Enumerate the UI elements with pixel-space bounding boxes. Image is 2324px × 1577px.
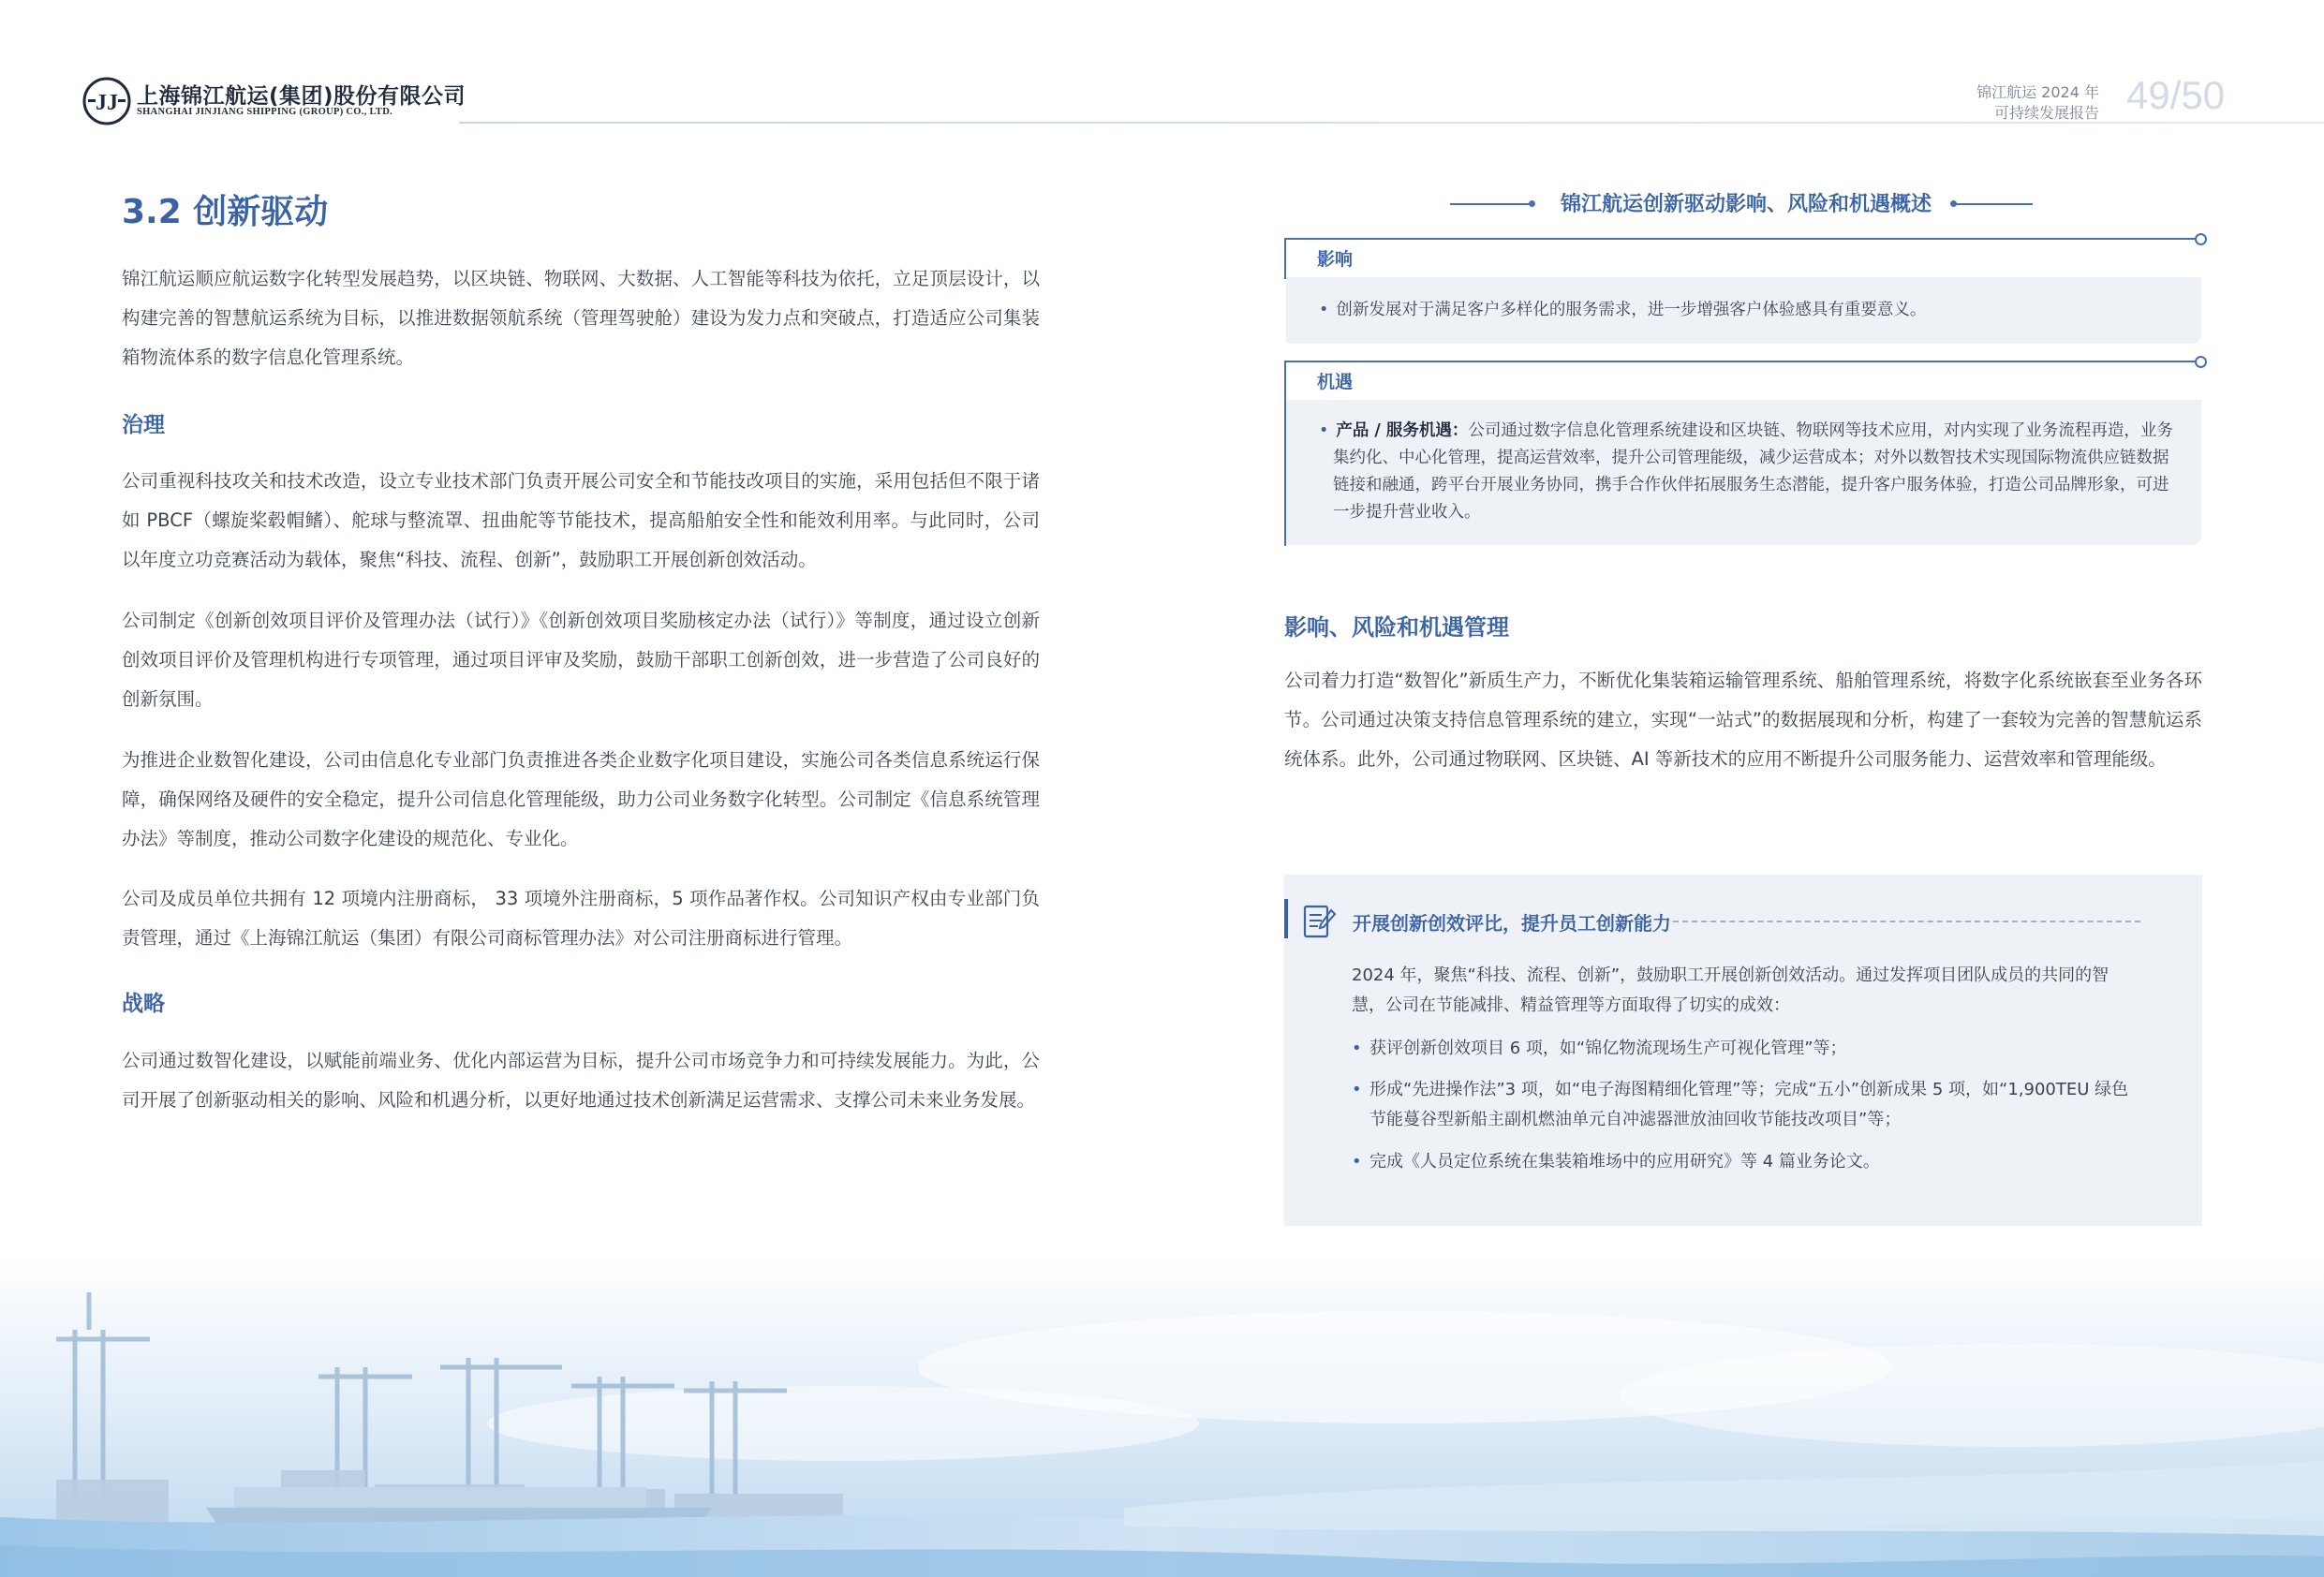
highlight-bullet: •	[1352, 1039, 1362, 1058]
highlight-item-text: 获评创新创效项目 6 项，如“锦亿物流现场生产可视化管理”等；	[1369, 1039, 1847, 1058]
highlight-title: 开展创新创效评比，提升员工创新能力	[1353, 912, 1671, 935]
impact-item	[1319, 297, 2177, 324]
overview-title-dot-left	[1529, 200, 1535, 207]
document-edit-icon	[1303, 903, 1337, 940]
opportunity-text: 公司通过数字信息化管理系统建设和区块链、物联网等技术应用，对内实现了业务流程再造，业务集约化、中心化管理，提高运营效率，提升公司管理能级，减少运营成本；对外以数智技术实现国际物流供应链数据链接和融通，跨平台开展业务协同，携手合作伙伴拓展服务生态潜能，提升客户服务体验，打造公司品牌形象，可进一步提升营业收入。	[1333, 421, 2173, 522]
opportunity-bold-label: 产品 / 服务机遇：	[1336, 421, 1469, 440]
strategy-heading: 战略	[122, 992, 165, 1016]
impact-top-rule	[1284, 238, 2198, 240]
highlight-list-item	[1352, 1034, 2142, 1064]
company-name-cn: 上海锦江航运(集团)股份有限公司	[137, 84, 466, 109]
page-number: 49/50	[2126, 73, 2226, 117]
overview-title-bar	[1450, 188, 2033, 218]
opportunity-label: 机遇	[1317, 372, 1354, 392]
impact-box	[1286, 277, 2201, 344]
impact-text: 创新发展对于满足客户多样化的服务需求，进一步增强客户体验感具有重要意义。	[1336, 301, 1927, 319]
highlight-list-item	[1352, 1147, 2142, 1177]
opportunity-box	[1286, 400, 2201, 545]
highlight-list-item	[1352, 1075, 2142, 1135]
section-title: 3.2 创新驱动	[122, 193, 329, 231]
opportunity-rule-end-dot	[2195, 356, 2207, 368]
company-name-en: SHANGHAI JINJIANG SHIPPING (GROUP) CO., LTD.	[137, 107, 393, 117]
highlight-bullet: •	[1352, 1080, 1362, 1099]
overview-title: 锦江航运创新驱动影响、风险和机遇概述	[1560, 193, 1932, 216]
highlight-box	[1284, 875, 2202, 1226]
impact-bullet: •	[1319, 301, 1329, 319]
governance-paragraph-2: 公司制定《创新创效项目评价及管理办法（试行）》《创新创效项目奖励核定办法（试行）》等制度，通过设立创新创效项目评价及管理机构进行专项管理，通过项目评审及奖励，鼓励干部职工创新创效，进一步营造了公司良好的创新氛围。	[122, 610, 1040, 710]
intro-paragraph: 锦江航运顺应航运数字化转型发展趋势，以区块链、物联网、大数据、人工智能等科技为依托，立足顶层设计，以构建完善的智慧航运系统为目标，以推进数据领航系统（管理驾驶舱）建设为发力点和突破点，打造适应公司集装箱物流体系的数字信息化管理系统。	[122, 268, 1040, 368]
management-paragraph: 公司着力打造“数智化”新质生产力，不断优化集装箱运输管理系统、船舶管理系统，将数字化系统嵌套至业务各环节。公司通过决策支持信息管理系统的建立，实现“一站式”的数据展现和分析，构建了一套较为完善的智慧航运系统体系。此外，公司通过物联网、区块链、AI 等新技术的应用不断提升公司服务能力、运营效率和管理能级。	[1284, 670, 2202, 770]
management-heading: 影响、风险和机遇管理	[1284, 614, 1509, 641]
report-title-line1: 锦江航运 2024 年	[1976, 83, 2099, 101]
overview-title-rule-left	[1450, 203, 1531, 205]
impact-rule-end-dot	[2195, 233, 2207, 245]
opportunity-item	[1319, 418, 2177, 526]
highlight-accent-bar	[1284, 899, 1288, 938]
highlight-bullet: •	[1352, 1152, 1362, 1172]
highlight-item-text: 形成“先进操作法”3 项，如“电子海图精细化管理”等；完成“五小”创新成果 5 项，如“1,900TEU 绿色节能蔓谷型新船主副机燃油单元自冲滤器泄放油回收节能技改项目”等；	[1369, 1080, 2129, 1129]
governance-paragraph-1: 公司重视科技攻关和技术改造，设立专业技术部门负责开展公司安全和节能技改项目的实施，采用包括但不限于诸如 PBCF（螺旋桨毂帽鳍）、舵球与整流罩、扭曲舵等节能技术，提高船舶安全性和能效利用率。与此同时，公司以年度立功竞赛活动为载体，聚焦“科技、流程、创新”，鼓励职工开展创新创效活动。	[122, 470, 1040, 570]
strategy-paragraph: 公司通过数智化建设，以赋能前端业务、优化内部运营为目标，提升公司市场竞争力和可持续发展能力。为此，公司开展了创新驱动相关的影响、风险和机遇分析，以更好地通过技术创新满足运营需求、支撑公司未来业务发展。	[122, 1050, 1040, 1111]
impact-label: 影响	[1317, 249, 1354, 270]
port-scene-illustration	[0, 1255, 2324, 1577]
governance-paragraph-4: 公司及成员单位共拥有 12 项境内注册商标， 33 项境外注册商标，5 项作品著作权。公司知识产权由专业部门负责管理，通过《上海锦江航运（集团）有限公司商标管理办法》对公司注册商标进行管理。	[122, 888, 1040, 949]
report-title-line2: 可持续发展报告	[1993, 104, 2099, 122]
svg-text:JJ: JJ	[96, 91, 118, 115]
overview-title-rule-right	[1956, 203, 2033, 205]
highlight-dashed-rule	[1673, 921, 2140, 922]
highlight-intro: 2024 年，聚焦“科技、流程、创新”，鼓励职工开展创新创效活动。通过发挥项目团队成员的共同的智慧，公司在节能减排、精益管理等方面取得了切实的成效：	[1352, 965, 2109, 1015]
governance-paragraph-3: 为推进企业数智化建设，公司由信息化专业部门负责推进各类企业数字化项目建设，实施公司各类信息系统运行保障，确保网络及硬件的安全稳定，提升公司信息化管理能级，助力公司业务数字化转型。公司制定《信息系统管理办法》等制度，推动公司数字化建设的规范化、专业化。	[122, 749, 1040, 849]
highlight-item-text: 完成《人员定位系统在集装箱堆场中的应用研究》等 4 篇业务论文。	[1369, 1152, 1880, 1172]
impact-side-rule	[1284, 238, 1286, 279]
governance-heading: 治理	[122, 413, 165, 437]
company-logo-icon	[82, 77, 131, 125]
opportunity-bullet: •	[1319, 421, 1329, 440]
opportunity-top-rule	[1284, 361, 2198, 362]
